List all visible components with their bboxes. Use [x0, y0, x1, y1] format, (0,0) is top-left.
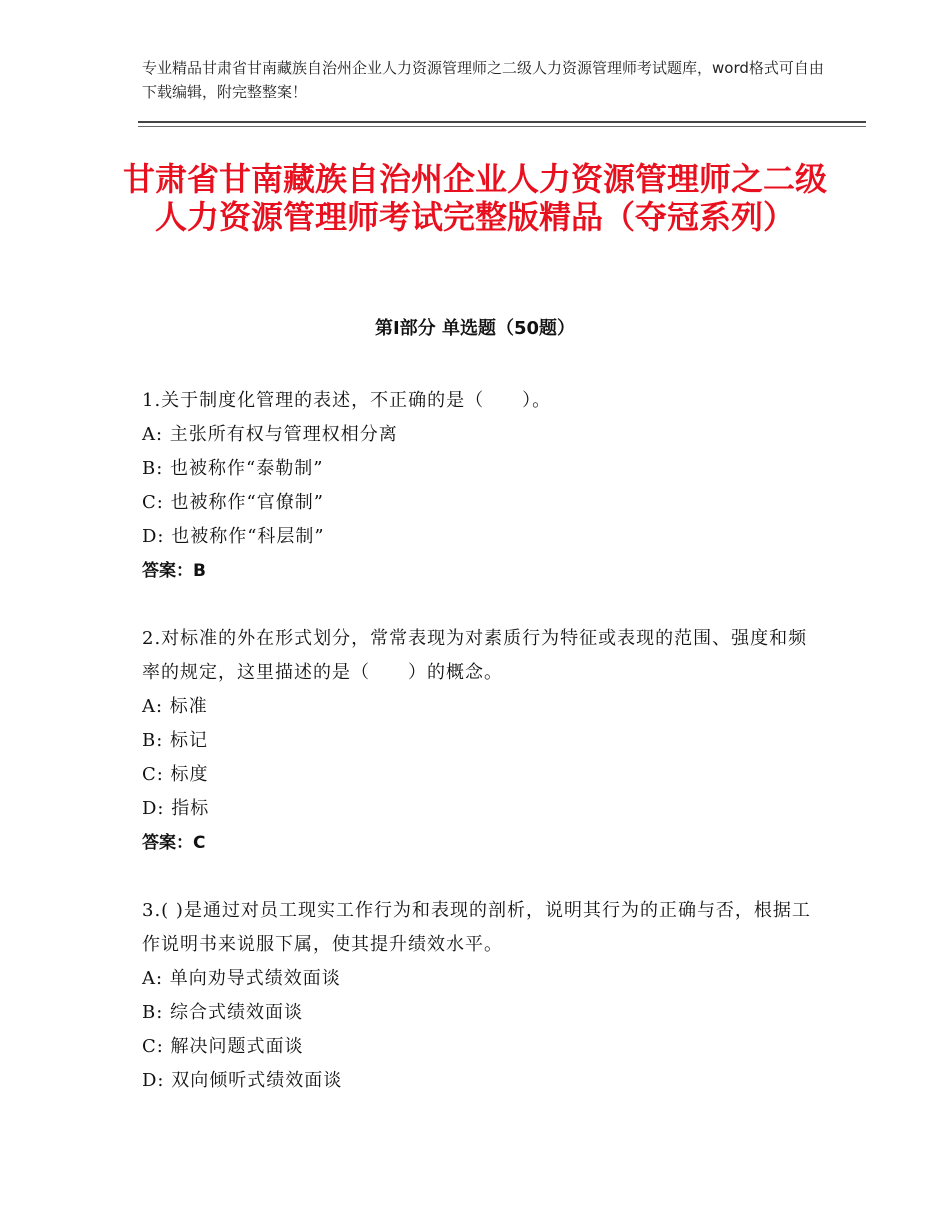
question-stem: 2.对标准的外在形式划分，常常表现为对素质行为特征或表现的范围、强度和频率的规定，这里描述的是（ ）的概念。 — [142, 628, 808, 683]
question-1 — [142, 384, 812, 588]
header-divider-thick — [138, 121, 866, 123]
option-c: C: 解决问题式面谈 — [142, 1036, 304, 1057]
option-a: A: 单向劝导式绩效面谈 — [142, 968, 341, 989]
section-title: 第Ⅰ部分 单选题（50题） — [374, 318, 575, 339]
question-stem: 3.( )是通过对员工现实工作行为和表现的剖析，说明其行为的正确与否，根据工作说明书来说服下属，使其提升绩效水平。 — [142, 900, 811, 955]
option-d: D: 指标 — [142, 798, 210, 819]
header-note: 专业精品甘肃省甘南藏族自治州企业人力资源管理师之二级人力资源管理师考试题库，word格式可自由下载编辑，附完整整案！ — [142, 59, 824, 101]
question-2 — [142, 622, 812, 860]
option-d: D: 双向倾听式绩效面谈 — [142, 1070, 343, 1091]
option-a: A: 主张所有权与管理权相分离 — [142, 424, 398, 445]
option-c: C: 标度 — [142, 764, 209, 785]
question-list — [142, 384, 812, 1132]
document-title: 甘肃省甘南藏族自治州企业人力资源管理师之二级人力资源管理师考试完整版精品（夺冠系列） — [122, 160, 827, 236]
option-c: C: 也被称作“官僚制” — [142, 492, 324, 513]
question-stem: 1.关于制度化管理的表述，不正确的是（ ）。 — [142, 390, 552, 411]
option-b: B: 也被称作“泰勒制” — [142, 458, 324, 479]
option-a: A: 标准 — [142, 696, 208, 717]
header-divider-thin — [138, 126, 866, 127]
answer: 答案：B — [142, 561, 206, 581]
option-d: D: 也被称作“科层制” — [142, 526, 325, 547]
option-b: B: 标记 — [142, 730, 209, 751]
answer: 答案：C — [142, 833, 206, 853]
option-b: B: 综合式绩效面谈 — [142, 1002, 304, 1023]
question-3 — [142, 894, 812, 1098]
